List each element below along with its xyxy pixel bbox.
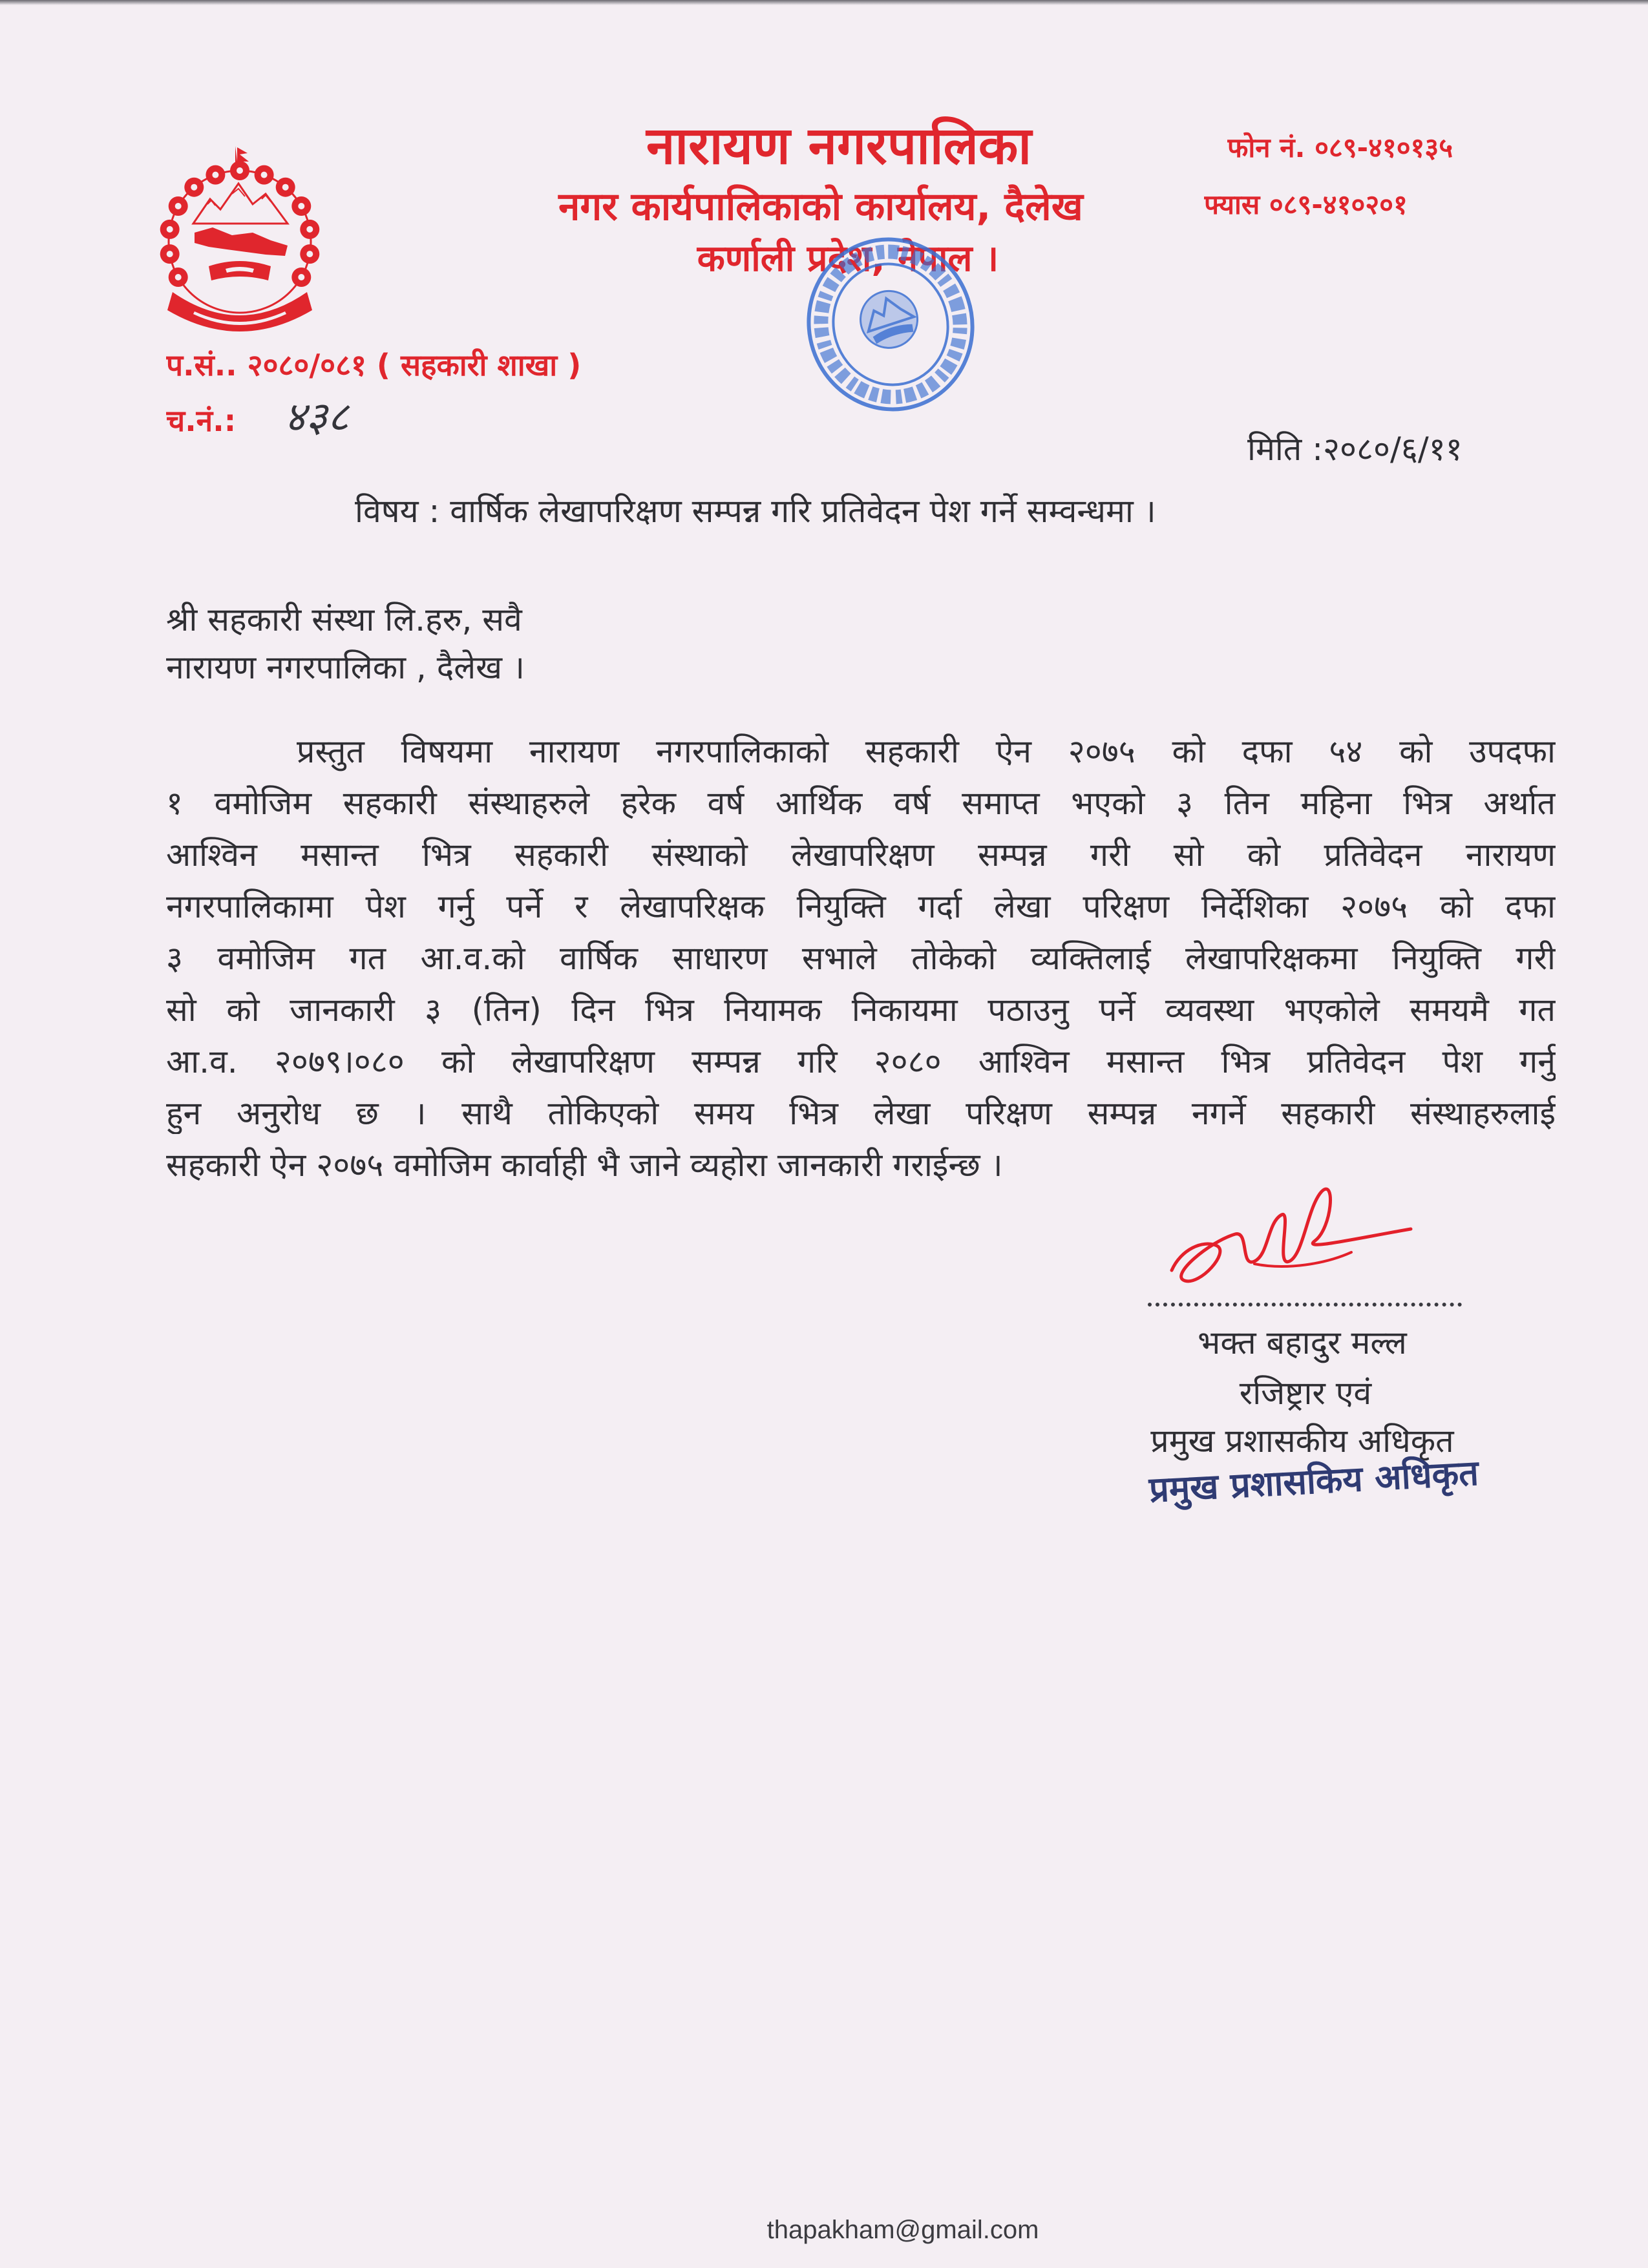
letter-subject: विषय : वार्षिक लेखापरिक्षण सम्पन्न गरि प्रतिवेदन पेश गर्ने सम्वन्धमा । — [355, 492, 1156, 530]
phone-number: फोन नं. ०८९-४१०१३५ — [1227, 132, 1453, 163]
body-line: हुन अनुरोध छ । साथै तोकिएको समय भित्र लेखा परिक्षण सम्पन्न नगर्ने सहकारी संस्थाहरुलाई — [166, 1095, 1556, 1132]
body-line: नगरपालिकामा पेश गर्नु पर्ने र लेखापरिक्षक नियुक्ति गर्दा लेखा परिक्षण निर्देशिका २०७५ को दफा — [166, 888, 1556, 925]
addressee-line: नारायण नगरपालिका , दैलेख । — [166, 649, 525, 686]
designation-stamp: प्रमुख प्रशासकिय अधिकृत — [1148, 1452, 1480, 1511]
signatory-name: भक्त बहादुर मल्ल — [1198, 1324, 1407, 1361]
body-line: प्रस्तुत विषयमा नारायण नगरपालिकाको सहकारी ऐन २०७५ को दफा ५४ को उपदफा — [297, 733, 1556, 770]
body-line: आ.व. २०७९।०८० को लेखापरिक्षण सम्पन्न गरि २०८० आश्विन मसान्त भित्र प्रतिवेदन पेश गर्नु — [166, 1043, 1556, 1080]
handwritten-signature — [1157, 1167, 1416, 1300]
signatory-title: प्रमुख प्रशासकीय अधिकृत — [1150, 1422, 1454, 1460]
body-line: सहकारी ऐन २०७५ वमोजिम कार्वाही भै जाने व्यहोरा जानकारी गराईन्छ । — [166, 1146, 1003, 1184]
office-name: नगर कार्यपालिकाको कार्यालय, दैलेख — [558, 184, 1083, 229]
office-seal-icon — [800, 234, 981, 415]
signatory-title: रजिष्ट्रार एवं — [1239, 1374, 1372, 1412]
dispatch-number-label: च.नं.: — [166, 403, 237, 438]
dispatch-number-handwritten: ४३८ — [284, 394, 349, 441]
addressee-line: श्री सहकारी संस्था लि.हरु, सवै — [166, 601, 522, 638]
fax-number: फ्यास ०८९-४१०२०१ — [1204, 189, 1408, 220]
letter-date: मिति :२०८०/६/११ — [1247, 430, 1463, 468]
reference-number: प.सं.. २०८०/०८१ ( सहकारी शाखा ) — [166, 348, 582, 383]
body-line: आश्विन मसान्त भित्र सहकारी संस्थाको लेखापरिक्षण सम्पन्न गरी सो को प्रतिवेदन नारायण — [166, 836, 1556, 874]
signature-dotted-line — [1148, 1303, 1462, 1307]
org-name: नारायण नगरपालिका — [646, 116, 1032, 176]
scan-edge — [0, 0, 1648, 5]
body-line: १ वमोजिम सहकारी संस्थाहरुले हरेक वर्ष आर्थिक वर्ष समाप्त भएको ३ तिन महिना भित्र अर्थात — [166, 784, 1556, 822]
body-line: सो को जानकारी ३ (तिन) दिन भित्र नियामक निकायमा पठाउनु पर्ने व्यवस्था भएकोले समयमै गत — [166, 991, 1556, 1029]
footer-email: thapakham@gmail.com — [766, 2216, 1039, 2244]
office-address: कर्णाली प्रदेश, नेपाल । — [697, 238, 999, 280]
body-line: ३ वमोजिम गत आ.व.को वार्षिक साधारण सभाले तोकेको व्यक्तिलाई लेखापरिक्षकमा नियुक्ति गरी — [166, 940, 1556, 977]
nepal-coat-of-arms-icon — [149, 145, 330, 336]
